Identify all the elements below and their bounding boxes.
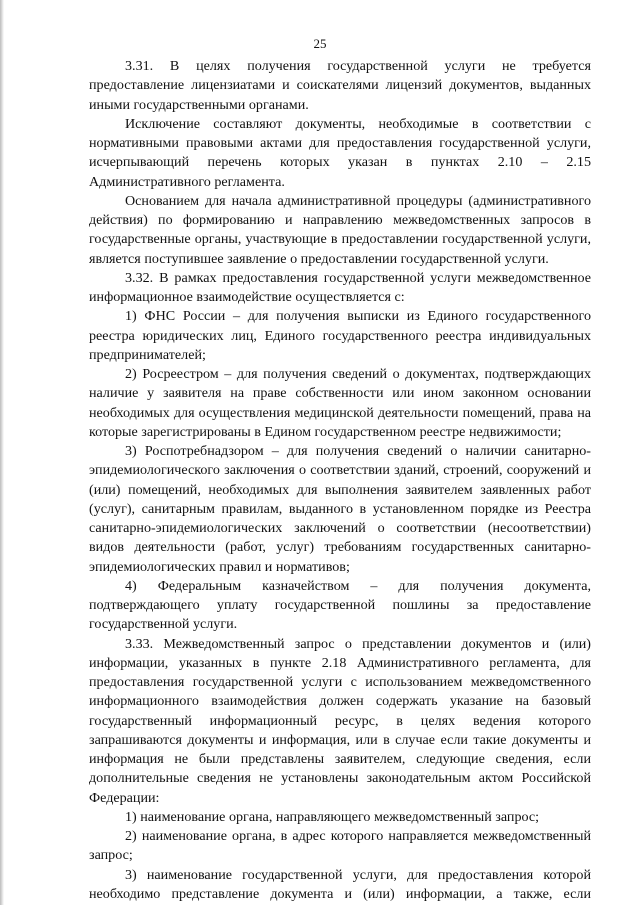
- list-item-service-name: 3) наименование государственной услуги, для предоставления которой необходимо представление документа и (или) информации, а также, если: [89, 866, 591, 902]
- paragraph-exception: Исключение составляют документы, необходимые в соответствии с нормативными правовыми актами для предоставления государственной услуги, исчерпывающий перечень которых указан в пунктах 2.10 – 2.15 Административного регламента.: [89, 115, 591, 190]
- paragraph-3-33: 3.33. Межведомственный запрос о представлении документов и (или) информации, указанных в пункте 2.18 Административного регламента, для предоставления государственной услуги с использованием межведомственного информационного взаимодействия должен содержать указание на базовый государственный информационный ресурс, в целях ведения которого запрашиваются документы и информация, или в случае если такие документы и информация не были представлены заявителем, следующие сведения, если дополнительные сведения не установлены законодательным актом Российской Федерации:: [89, 635, 591, 806]
- list-item-rospotrebnadzor: 3) Роспотребнадзором – для получения сведений о наличии санитарно-эпидемиологического заключения о соответствии зданий, строений, сооружений и (или) помещений, необходимых для выполнения заявителем заявленных работ (услуг), санитарным правилам, выданного в установленном порядке из Реестра санитарно-эпидемиологических заключений о соответствии (несоответствии) видов деятельности (работ, услуг) требованиям государственных санитарно-эпидемиологических правил и нормативов;: [89, 443, 591, 575]
- list-item-treasury: 4) Федеральным казначейством – для получения документа, подтверждающего уплату государственной пошлины за предоставление государственной услуги.: [89, 577, 591, 633]
- paragraph-3-32: 3.32. В рамках предоставления государственной услуги межведомственное информационное взаимодействие осуществляется с:: [89, 269, 591, 305]
- list-item-rosreestr: 2) Росреестром – для получения сведений о документах, подтверждающих наличие у заявителя на праве собственности или ином законном основании необходимых для осуществления медицинской деятельности помещений, права на которые зарегистрированы в Едином государственном реестре недвижимости;: [89, 366, 591, 440]
- paragraph-basis: Основанием для начала административной процедуры (административного действия) по формированию и направлению межведомственных запросов в государственные органы, участвующие в предоставлении государственной услуги, является поступившее заявление о предоставлении государственной услуги.: [89, 192, 591, 267]
- list-item-addressee-body: 2) наименование органа, в адрес которого направляется межведомственный запрос;: [89, 828, 591, 864]
- paragraph-3-31: 3.31. В целях получения государственной услуги не требуется предоставление лицензиатами и соискателями лицензий документов, выданных иными государственными органами.: [89, 58, 591, 113]
- page-number: 25: [313, 36, 327, 51]
- list-item-fns: 1) ФНС России – для получения выписки из Единого государственного реестра юридических лиц, Единого государственного реестра индивидуальных предпринимателей;: [89, 308, 591, 363]
- document-body: [89, 57, 591, 904]
- scan-edge: [0, 0, 4, 905]
- list-item-requesting-body: 1) наименование органа, направляющего межведомственный запрос;: [125, 808, 540, 825]
